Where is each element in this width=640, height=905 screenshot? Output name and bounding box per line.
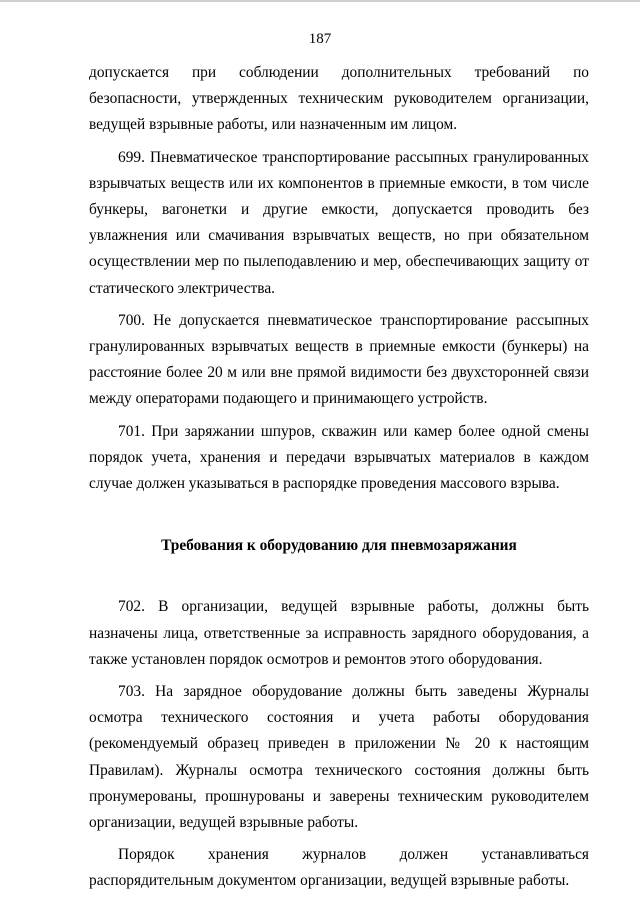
paragraph-continuation: допускается при соблюдении дополнительных требований по безопасности, утвержденных техническим руководителем организации, ведущей взрывные работы, или назначенным им лицом. bbox=[89, 64, 589, 134]
section-heading: Требования к оборудованию для пневмозаряжания bbox=[161, 537, 517, 555]
paragraph-journal-storage: Порядок хранения журналов должен устанавливаться распорядительным документом организации, ведущей взрывные работы. bbox=[89, 846, 589, 890]
paragraph-702: 702. В организации, ведущей взрывные работы, должны быть назначены лица, ответственные за исправность зарядного оборудования, а также установлен порядок осмотров и ремонтов этого оборудования. bbox=[89, 598, 589, 668]
paragraph-703: 703. На зарядное оборудование должны быть заведены Журналы осмотра технического состояния и учета работы оборудования (рекомендуемый образец приведен в приложении № 20 к настоящим Правилам). Журналы осмотра технического состояния должны быть пронумерованы, прошнурованы и заверены техническим руководителем организации, ведущей взрывные работы. bbox=[89, 683, 589, 832]
paragraph-700: 700. Не допускается пневматическое транспортирование рассыпных гранулированных взрывчатых веществ в приемные емкости (бункеры) на расстояние более 20 м или вне прямой видимости без двухсторонней связи между операторами подающего и принимающего устройств. bbox=[89, 311, 589, 408]
paragraph-699: 699. Пневматическое транспортирование рассыпных гранулированных взрывчатых веществ или их компонентов в приемные емкости, в том числе бункеры, вагонетки и другие емкости, допускается проводить без увлажнения или смачивания взрывчатых веществ, но при обязательном осуществлении мер по пылеподавлению и мер, обеспечивающих защиту от статического электричества. bbox=[89, 148, 589, 297]
page-number: 187 bbox=[308, 31, 332, 47]
page-top-edge bbox=[0, 0, 640, 2]
document-body bbox=[89, 60, 589, 901]
paragraph-701: 701. При заряжании шпуров, скважин или камер более одной смены порядок учета, хранения и передачи взрывчатых материалов в каждом случае должен указываться в распорядке проведения массового взрыва. bbox=[89, 422, 589, 493]
